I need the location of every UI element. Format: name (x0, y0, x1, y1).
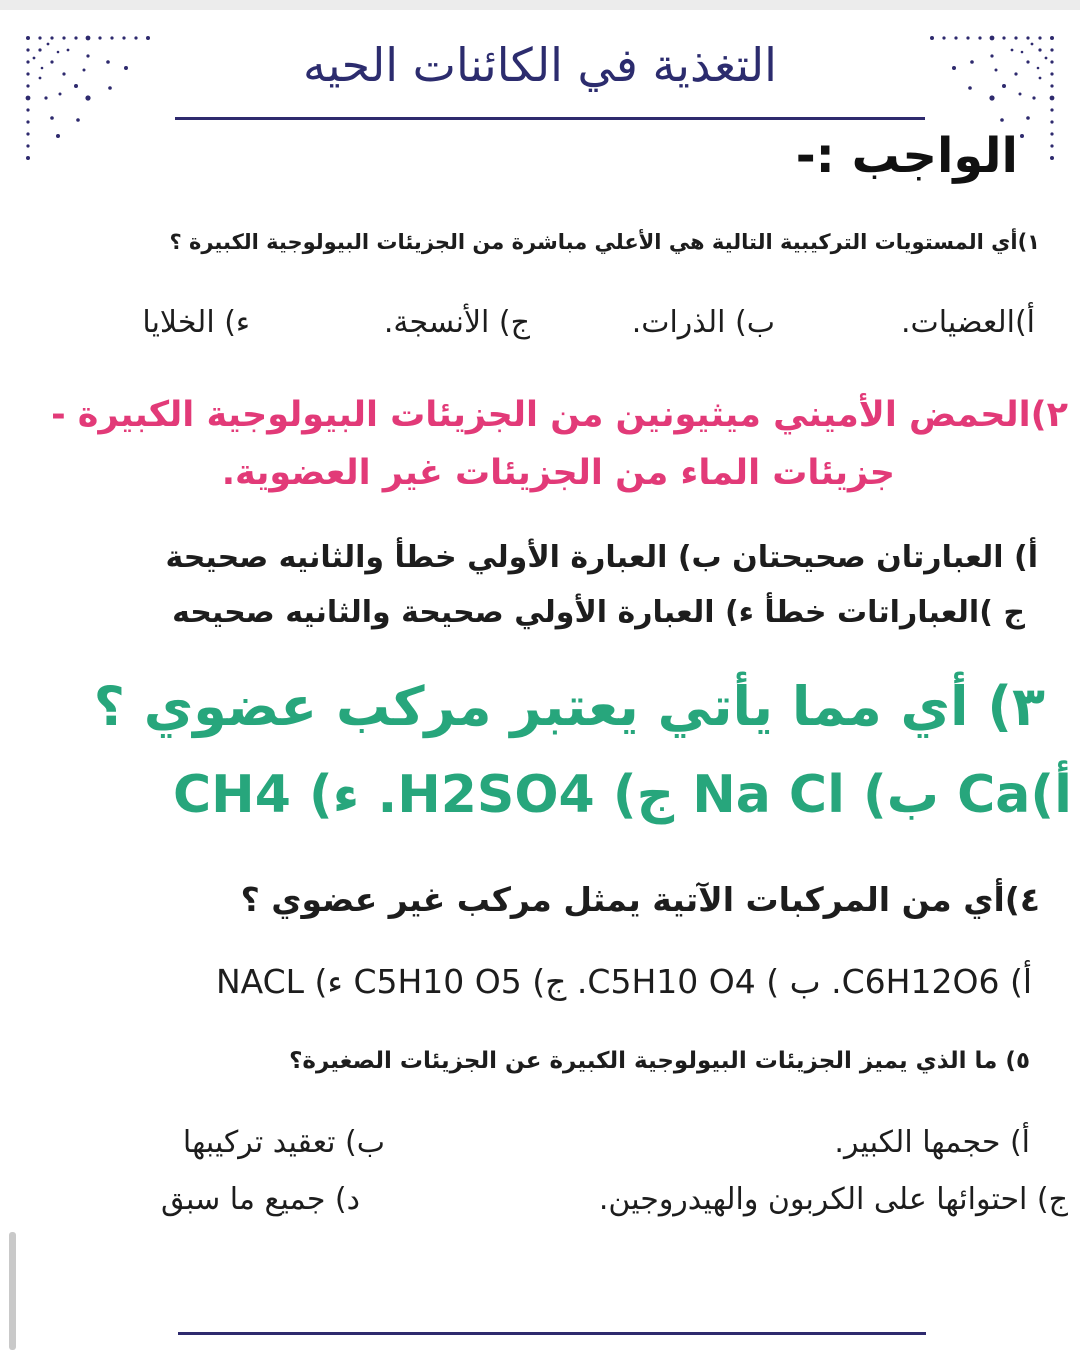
question-3: ٣) أي مما يأتي يعتبر مركب عضوي ؟ (93, 675, 1045, 738)
title-underline (175, 117, 925, 120)
q3-options: أ)Ca ب) Na Cl ج) H2SO4. ء) CH4 (173, 765, 1072, 825)
q5-option-c: ج) احتوائها على الكربون والهيدروجين. (598, 1182, 1068, 1217)
top-strip (0, 0, 1080, 10)
question-1: ١)أي المستويات التركيبية التالية هي الأعلي مباشرة من الجزيئات البيولوجية الكبيرة ؟ (169, 230, 1040, 254)
homework-heading: الواجب :- (795, 128, 1018, 184)
q4-options: أ) C6H12O6. ب ) C5H10 O4. ج) C5H10 O5 ء) NACL (215, 962, 1032, 1001)
q5-option-b: ب) تعقيد تركيبها (182, 1125, 385, 1160)
question-2-line-1: ٢)الحمض الأميني ميثيونين من الجزيئات البيولوجية الكبيرة - (51, 395, 1068, 435)
question-5: ٥) ما الذي يميز الجزيئات البيولوجية الكبيرة عن الجزيئات الصغيرة؟ (289, 1048, 1030, 1074)
q1-option-c: ج) الأنسجة. (383, 305, 530, 340)
q2-options-line-2: ج )العباراتات خطأ ء) العبارة الأولي صحيحة والثانيه صحيحه (172, 595, 1025, 630)
q1-option-b: ب) الذرات. (631, 305, 775, 340)
question-4: ٤)أي من المركبات الآتية يمثل مركب غير عضوي ؟ (240, 880, 1040, 919)
page-title: التغذية في الكائنات الحيه (303, 38, 777, 92)
bottom-rule (178, 1332, 926, 1335)
q5-option-a: أ) حجمها الكبير. (834, 1125, 1030, 1160)
q1-option-d: ء) الخلايا (142, 305, 250, 340)
q5-option-d: د) جميع ما سبق (161, 1182, 360, 1217)
q1-option-a: أ)العضيات. (901, 305, 1035, 340)
q2-options-line-1: أ) العبارتان صحيحتان ب) العبارة الأولي خطأ والثانيه صحيحة (165, 540, 1038, 575)
question-2-line-2: جزيئات الماء من الجزيئات غير العضوية. (221, 453, 895, 493)
scrollbar[interactable] (9, 1232, 16, 1350)
